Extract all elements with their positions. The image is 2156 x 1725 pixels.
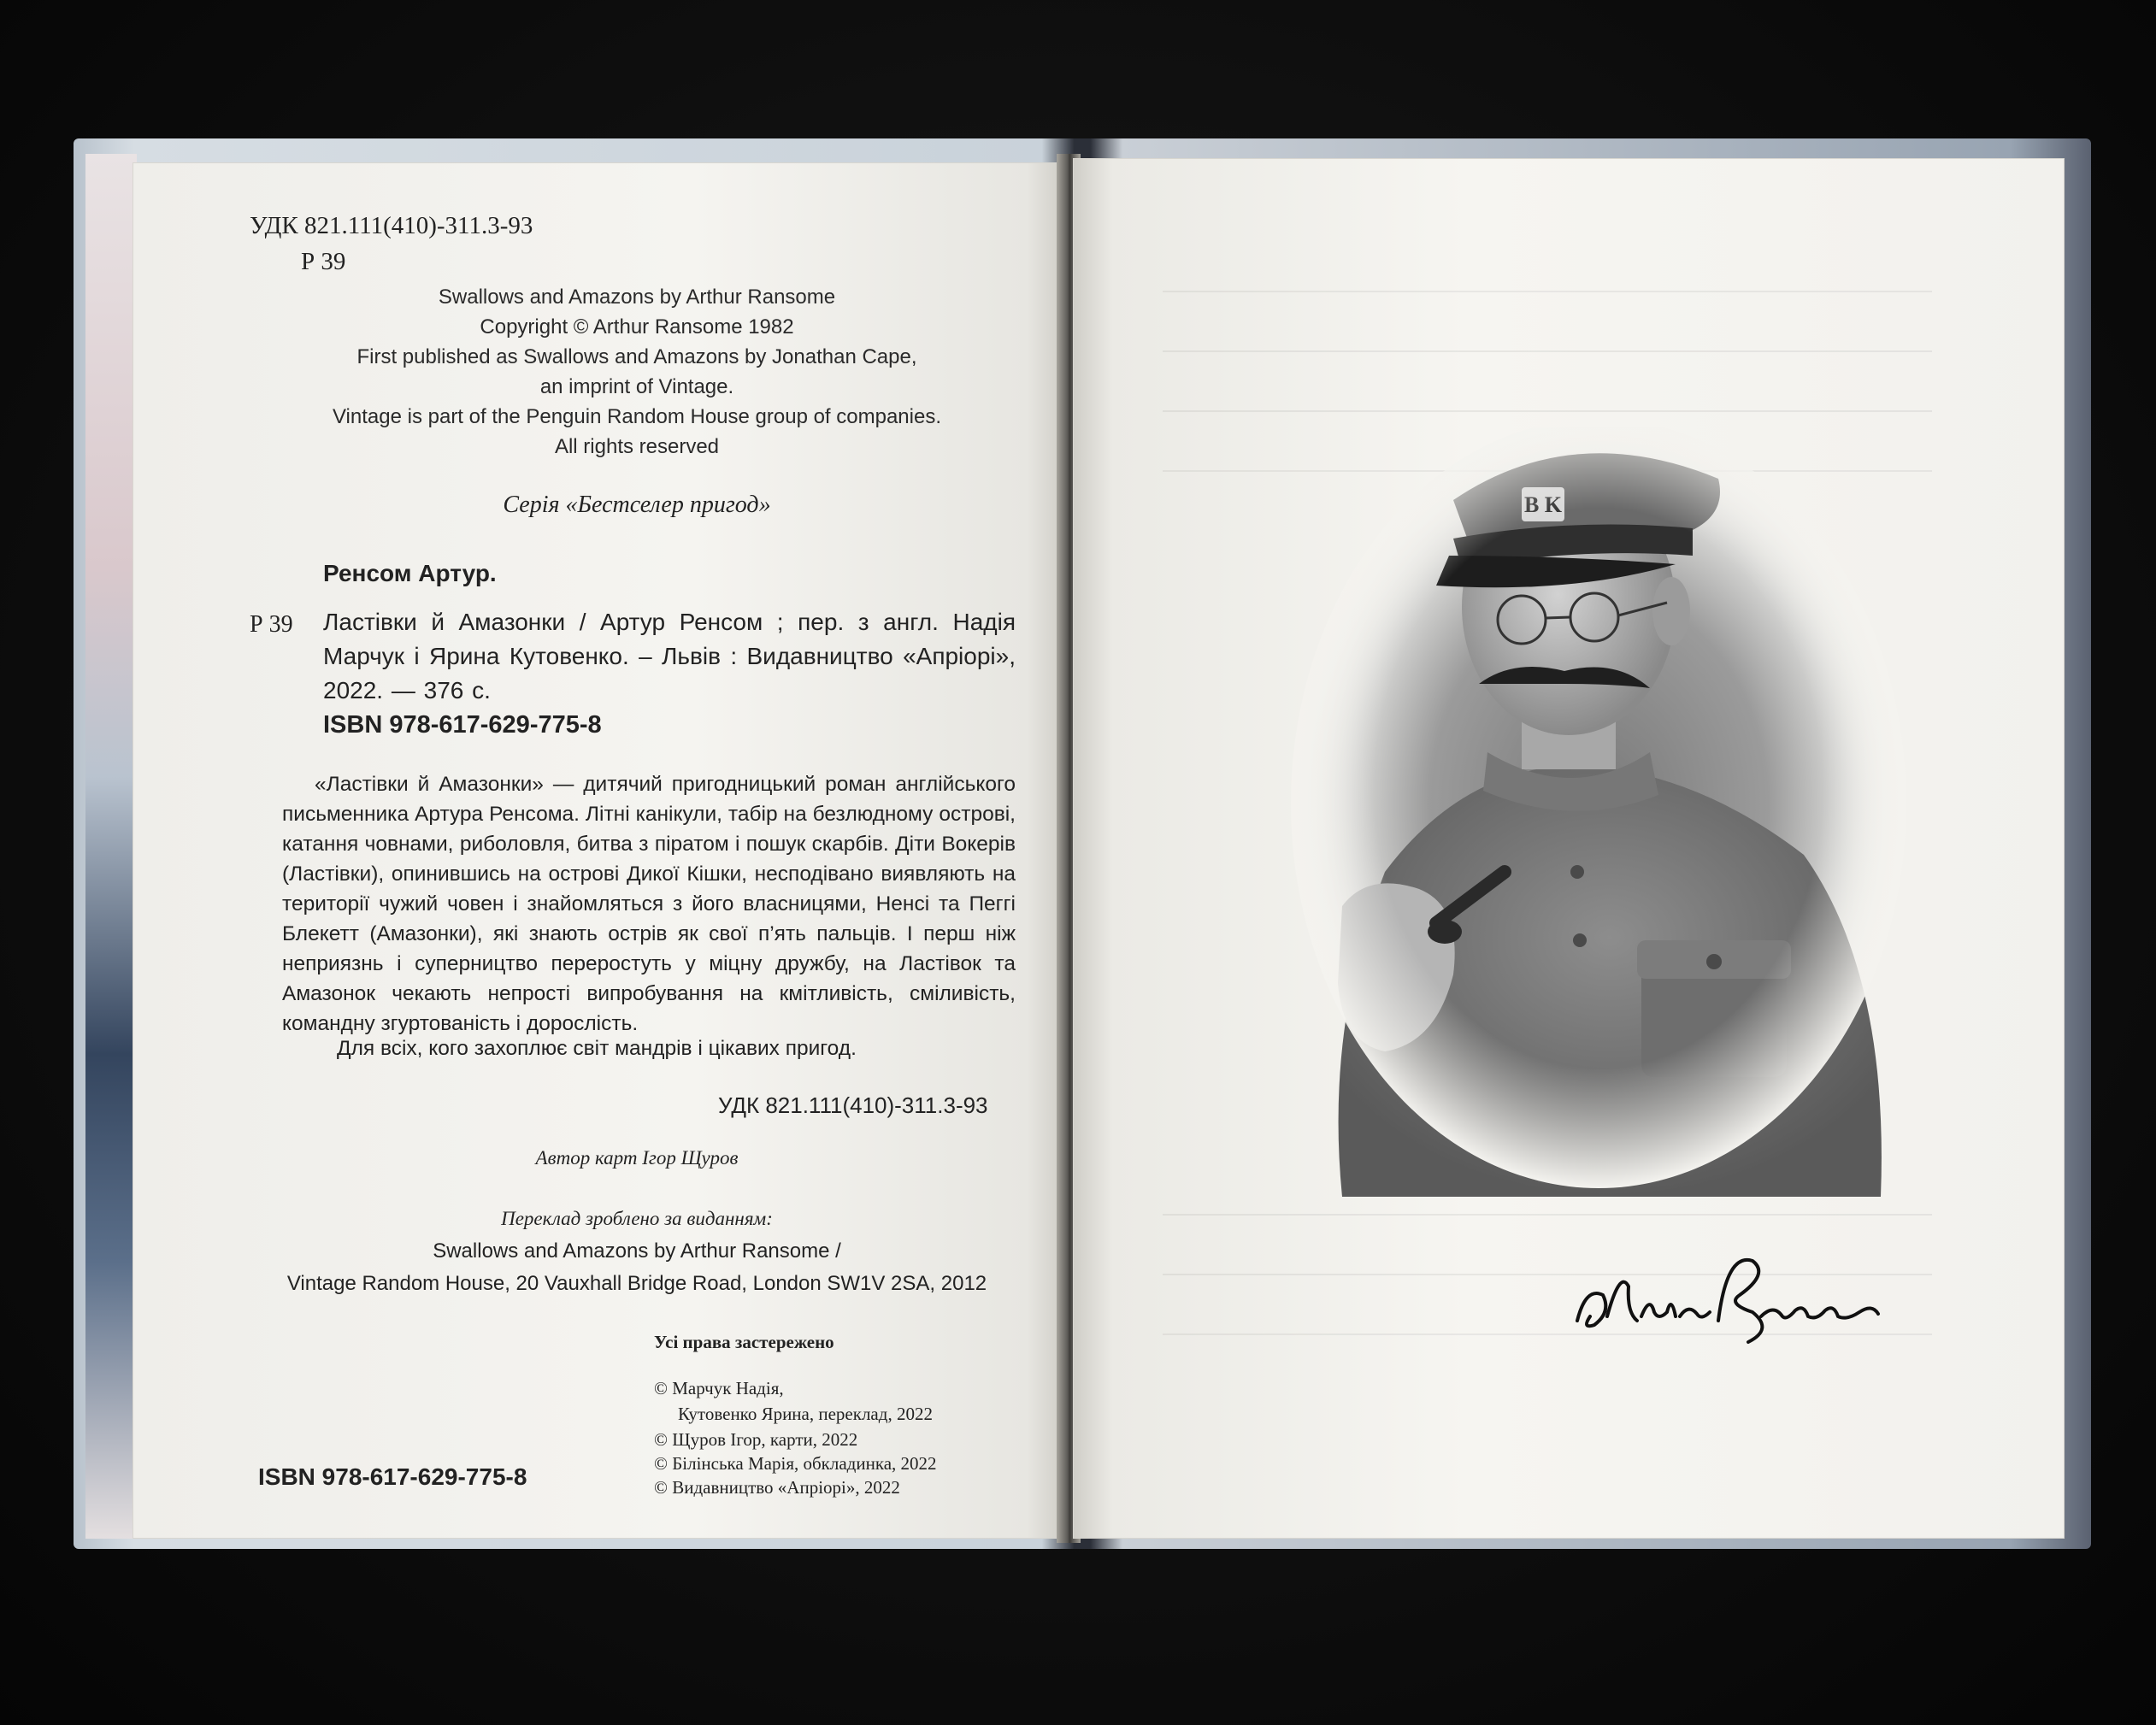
udk-top: УДК 821.111(410)-311.3-93	[250, 212, 533, 239]
isbn-main: ISBN 978-617-629-775-8	[323, 711, 602, 739]
author-code: Р 39	[250, 611, 293, 638]
author-signature	[1569, 1235, 1885, 1355]
translation-source-line: Swallows and Amazons by Arthur Ransome /	[433, 1239, 841, 1263]
annotation-text: «Ластівки й Амазонки» — дитячий пригодницький роман англійського письменника Артура Ренсома. Літні канікули, табір на безлюдному острові, катання човнами, риболовля, битва з піратом і пошук скарбів. Діти Вокерів (Ластівки), опинившись на острові Дикої Кішки, несподівано виявляють на території чужий човен і знайомляться з його власницями, Ненсі та Пеггі Блекетт (Амазонки), які знають острів як свої п’ять пальців. І перш ніж неприязнь і суперництво переростуть у міцну дружбу, на Ластівок та Амазонок чекають непрості випробування на кмітливість, сміливість, командну згуртованість і дорослість.	[282, 773, 1016, 1035]
translation-source-line: Vintage Random House, 20 Vauxhall Bridge Road, London SW1V 2SA, 2012	[286, 1272, 987, 1295]
series-line: Серія «Бестселер пригод»	[503, 492, 771, 518]
credit-line: © Видавництво «Апріорі», 2022	[654, 1477, 900, 1498]
copyright-line: Vintage is part of the Penguin Random House group of companies.	[332, 405, 941, 428]
author-heading: Ренсом Артур.	[323, 560, 497, 586]
credit-line: Кутовенко Ярина, переклад, 2022	[678, 1404, 933, 1424]
maps-author: Автор карт Ігор Щуров	[535, 1147, 739, 1169]
translation-source-label: Переклад зроблено за виданням:	[501, 1208, 773, 1229]
copyright-line: First published as Swallows and Amazons by Jonathan Cape,	[356, 345, 917, 368]
udk-bottom: УДК 821.111(410)-311.3-93	[718, 1092, 988, 1118]
author-code-top: Р 39	[301, 248, 346, 275]
copyright-line: All rights reserved	[554, 435, 720, 458]
credit-line: © Щуров Ігор, карти, 2022	[654, 1429, 858, 1450]
bibliographic-entry: Ластівки й Амазонки / Артур Ренсом ; пер. з англ. Надія Марчук і Ярина Кутовенко. – Львів : Видавництво «Апріорі», 2022. — 376 с.	[323, 609, 1016, 704]
credit-line: © Марчук Надія,	[654, 1378, 784, 1398]
credit-line: © Білінська Марія, обкладинка, 2022	[654, 1453, 937, 1474]
copyright-line: Swallows and Amazons by Arthur Ransome	[438, 286, 836, 309]
cover-edge	[85, 154, 137, 1539]
rights-reserved: Усі права застережено	[654, 1332, 834, 1352]
author-portrait	[1291, 427, 1906, 1197]
audience-line: Для всіх, кого захоплює світ мандрів і цікавих пригод.	[337, 1037, 857, 1060]
isbn-bottom: ISBN 978-617-629-775-8	[258, 1463, 527, 1490]
copyright-line: Copyright © Arthur Ransome 1982	[480, 315, 794, 339]
portrait-photo	[1291, 427, 1906, 1197]
copyright-line: an imprint of Vintage.	[539, 375, 734, 398]
signature-image	[1569, 1235, 1885, 1355]
copyright-block	[218, 282, 1056, 462]
